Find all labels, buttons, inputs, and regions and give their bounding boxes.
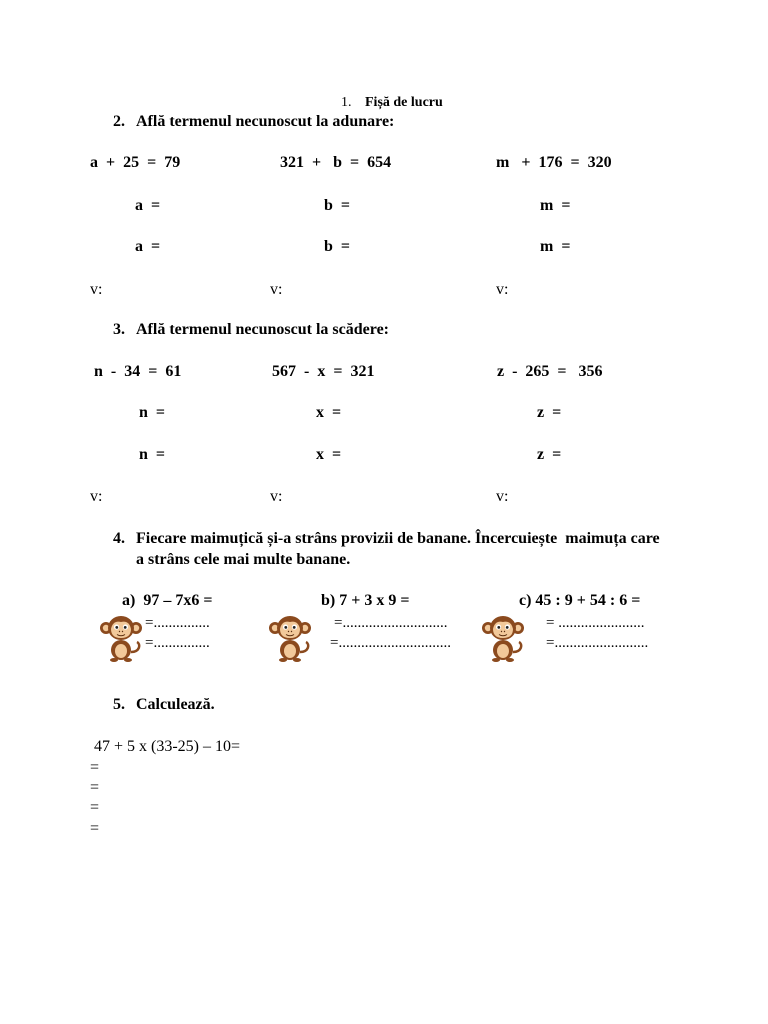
ex4-expr-c: c) 45 : 9 + 54 : 6 = bbox=[519, 592, 641, 609]
ex3-step1-x: x = bbox=[316, 404, 342, 421]
ex4-c-line1: = ....................... bbox=[546, 615, 645, 631]
ex3-number: 3. bbox=[113, 321, 125, 338]
monkey-c-icon[interactable] bbox=[482, 612, 524, 662]
page-title: Fișă de lucru bbox=[365, 95, 443, 110]
ex4-prompt-line1: Fiecare maimuțică și-a strâns provizii de banane. Încercuiește maimuța care bbox=[136, 530, 660, 547]
ex2-equation-1: a + 25 = 79 bbox=[90, 154, 181, 171]
ex5-prompt: Calculează. bbox=[136, 696, 215, 713]
ex3-check-1: v: bbox=[90, 488, 103, 505]
ex4-b-line2: =.............................. bbox=[330, 635, 451, 651]
ex5-line-1: = bbox=[90, 759, 100, 776]
ex4-expr-a: a) 97 – 7x6 = bbox=[122, 592, 213, 609]
ex4-prompt-line2: a strâns cele mai multe banane. bbox=[136, 551, 351, 568]
ex3-equation-1: n - 34 = 61 bbox=[94, 363, 182, 380]
ex4-a-line1: =............... bbox=[145, 615, 210, 631]
ex5-expression: 47 + 5 x (33-25) – 10= bbox=[94, 738, 241, 755]
ex2-check-3: v: bbox=[496, 281, 509, 298]
ex3-equation-3: z - 265 = 356 bbox=[497, 363, 603, 380]
ex3-step2-n: n = bbox=[139, 446, 166, 463]
ex2-step2-a: a = bbox=[135, 238, 161, 255]
ex3-step2-z: z = bbox=[537, 446, 562, 463]
ex5-line-3: = bbox=[90, 799, 100, 816]
title-number: 1. bbox=[341, 95, 352, 110]
ex2-number: 2. bbox=[113, 113, 125, 130]
ex2-step2-b: b = bbox=[324, 238, 351, 255]
ex3-check-2: v: bbox=[270, 488, 283, 505]
monkey-b-icon[interactable] bbox=[269, 612, 311, 662]
ex5-number: 5. bbox=[113, 696, 125, 713]
ex2-step1-b: b = bbox=[324, 197, 351, 214]
ex3-prompt: Află termenul necunoscut la scădere: bbox=[136, 321, 389, 338]
ex4-b-line1: =............................ bbox=[334, 615, 448, 631]
ex3-check-3: v: bbox=[496, 488, 509, 505]
ex5-line-2: = bbox=[90, 779, 100, 796]
ex2-equation-2: 321 + b = 654 bbox=[280, 154, 392, 171]
ex2-equation-3: m + 176 = 320 bbox=[496, 154, 612, 171]
ex3-step1-z: z = bbox=[537, 404, 562, 421]
ex2-step1-a: a = bbox=[135, 197, 161, 214]
ex3-step2-x: x = bbox=[316, 446, 342, 463]
ex4-a-line2: =............... bbox=[145, 635, 210, 651]
ex2-check-1: v: bbox=[90, 281, 103, 298]
ex2-prompt: Află termenul necunoscut la adunare: bbox=[136, 113, 395, 130]
ex2-check-2: v: bbox=[270, 281, 283, 298]
ex2-step1-m: m = bbox=[540, 197, 571, 214]
ex3-step1-n: n = bbox=[139, 404, 166, 421]
ex3-equation-2: 567 - x = 321 bbox=[272, 363, 375, 380]
ex4-expr-b: b) 7 + 3 x 9 = bbox=[321, 592, 410, 609]
ex5-line-4: = bbox=[90, 820, 100, 837]
ex4-number: 4. bbox=[113, 530, 125, 547]
ex4-c-line2: =......................... bbox=[546, 635, 649, 651]
ex2-step2-m: m = bbox=[540, 238, 571, 255]
monkey-a-icon[interactable] bbox=[100, 612, 142, 662]
